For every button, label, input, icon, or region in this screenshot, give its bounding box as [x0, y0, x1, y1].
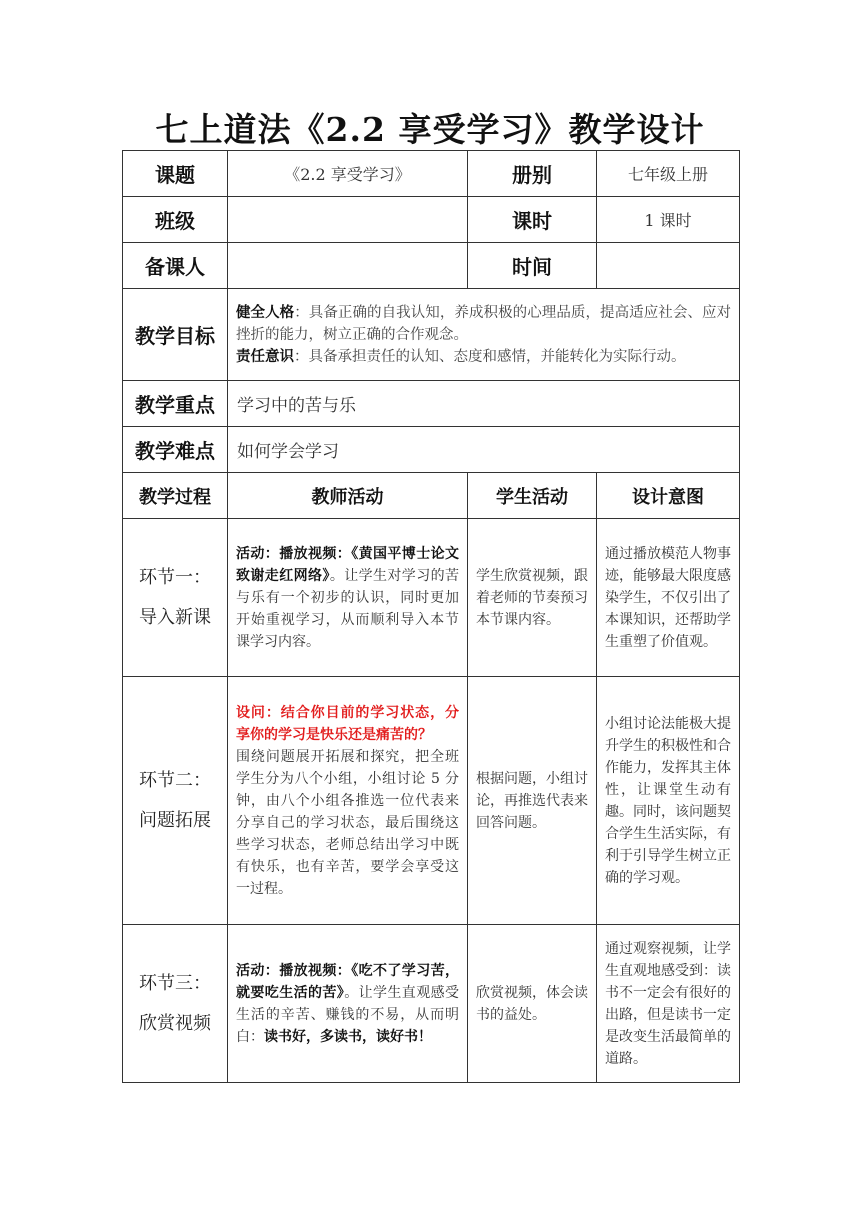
stage-3-teacher-conclusion: 读书好，多读书，读好书！ — [264, 1028, 432, 1045]
stage-2-teacher-question: 设问：结合你目前的学习状态，分享你的学习是快乐还是痛苦的？ — [236, 704, 459, 743]
goal-personality-title: 健全人格 — [236, 303, 295, 321]
stage-1-student: 学生欣赏视频，跟着老师的节奏预习本节课内容。 — [468, 519, 597, 677]
goal-personality — [236, 302, 731, 346]
goal-responsibility — [236, 346, 731, 368]
stage-2-teacher-text: 围绕问题展开拓展和探究，把全班学生分为八个小组，小组讨论 5 分钟，由八个小组各推选一位代表来分享自己的学习状态，最后围绕这些学习状态，老师总结出学习中既有快乐，也有辛苦，要学会享受这一过程。 — [236, 748, 459, 897]
stage-1-intent: 通过播放模范人物事迹，能够最大限度感染学生，不仅引出了本课知识，还帮助学生重塑了价值观。 — [597, 519, 740, 677]
stage-1-teacher — [228, 519, 468, 677]
stage-1-name-line2: 导入新课 — [139, 606, 211, 628]
goal-responsibility-text: ：具备承担责任的认知、态度和感情，并能转化为实际行动。 — [294, 348, 686, 365]
stage-row-3 — [123, 925, 740, 1083]
stage-3-teacher-text: 。让学生直观感受生活的辛苦、赚钱的不易，从而明白： — [236, 984, 460, 1045]
preparer-value — [228, 243, 468, 289]
row-difficulty — [123, 427, 740, 473]
stage-2-name-line2: 问题拓展 — [139, 809, 211, 831]
row-goals — [123, 289, 740, 381]
stage-3-name — [123, 925, 228, 1083]
volume-label: 册别 — [468, 151, 597, 197]
goal-personality-text: ：具备正确的自我认知，养成积极的心理品质，提高适应社会、应对挫折的能力，树立正确的合作观念。 — [236, 304, 732, 343]
stage-1-name-line1: 环节一： — [139, 566, 211, 588]
stage-2-name — [123, 677, 228, 925]
stage-3-teacher-activity: 活动：播放视频：《吃不了学习苦，就要吃生活的苦》 — [236, 962, 459, 1001]
volume-value: 七年级上册 — [597, 151, 740, 197]
topic-value: 《2.2 享受学习》 — [228, 151, 468, 197]
difficulty-value: 如何学会学习 — [228, 427, 740, 473]
stage-1-name — [123, 519, 228, 677]
preparer-label: 备课人 — [123, 243, 228, 289]
stage-2-intent: 小组讨论法能极大提升学生的积极性和合作能力，发挥其主体性，让课堂生动有趣。同时，该问题契合学生生活实际，有利于引导学生树立正确的学习观。 — [597, 677, 740, 925]
difficulty-label: 教学难点 — [123, 427, 228, 473]
goal-responsibility-title: 责任意识 — [236, 347, 294, 365]
stage-row-1 — [123, 519, 740, 677]
stage-2-name-line1: 环节二： — [139, 769, 211, 791]
stage-3-student: 欣赏视频，体会读书的益处。 — [468, 925, 597, 1083]
hours-label: 课时 — [468, 197, 597, 243]
stage-2-teacher — [228, 677, 468, 925]
row-class — [123, 197, 740, 243]
stage-2-student: 根据问题，小组讨论，再推选代表来回答问题。 — [468, 677, 597, 925]
stage-3-name-line1: 环节三： — [139, 972, 211, 994]
goals-content — [228, 289, 740, 381]
stage-3-name-line2: 欣赏视频 — [139, 1012, 211, 1034]
goals-label: 教学目标 — [123, 289, 228, 381]
stage-3-intent: 通过观察视频，让学生直观地感受到：读书不一定会有很好的出路，但是读书一定是改变生活最简单的道路。 — [597, 925, 740, 1083]
page-title: 七上道法《2.2 享受学习》教学设计 — [155, 110, 705, 149]
key-point-label: 教学重点 — [123, 381, 228, 427]
row-process-header — [123, 473, 740, 519]
row-topic — [123, 151, 740, 197]
hours-value: 1 课时 — [597, 197, 740, 243]
class-label: 班级 — [123, 197, 228, 243]
stage-row-2 — [123, 677, 740, 925]
class-value — [228, 197, 468, 243]
time-value — [597, 243, 740, 289]
key-point-value: 学习中的苦与乐 — [228, 381, 740, 427]
process-header-col4: 设计意图 — [597, 473, 740, 519]
row-preparer — [123, 243, 740, 289]
stage-3-teacher — [228, 925, 468, 1083]
stage-1-teacher-activity: 活动：播放视频：《黄国平博士论文致谢走红网络》 — [236, 545, 459, 584]
process-header-col3: 学生活动 — [468, 473, 597, 519]
process-header-col2: 教师活动 — [228, 473, 468, 519]
lesson-plan-table — [122, 150, 740, 1083]
stage-1-teacher-text: 。让学生对学习的苦与乐有一个初步的认识，同时更加开始重视学习，从而顺利导入本节课学习内容。 — [236, 567, 460, 650]
topic-label: 课题 — [123, 151, 228, 197]
time-label: 时间 — [468, 243, 597, 289]
row-key-point — [123, 381, 740, 427]
process-header-col1: 教学过程 — [123, 473, 228, 519]
